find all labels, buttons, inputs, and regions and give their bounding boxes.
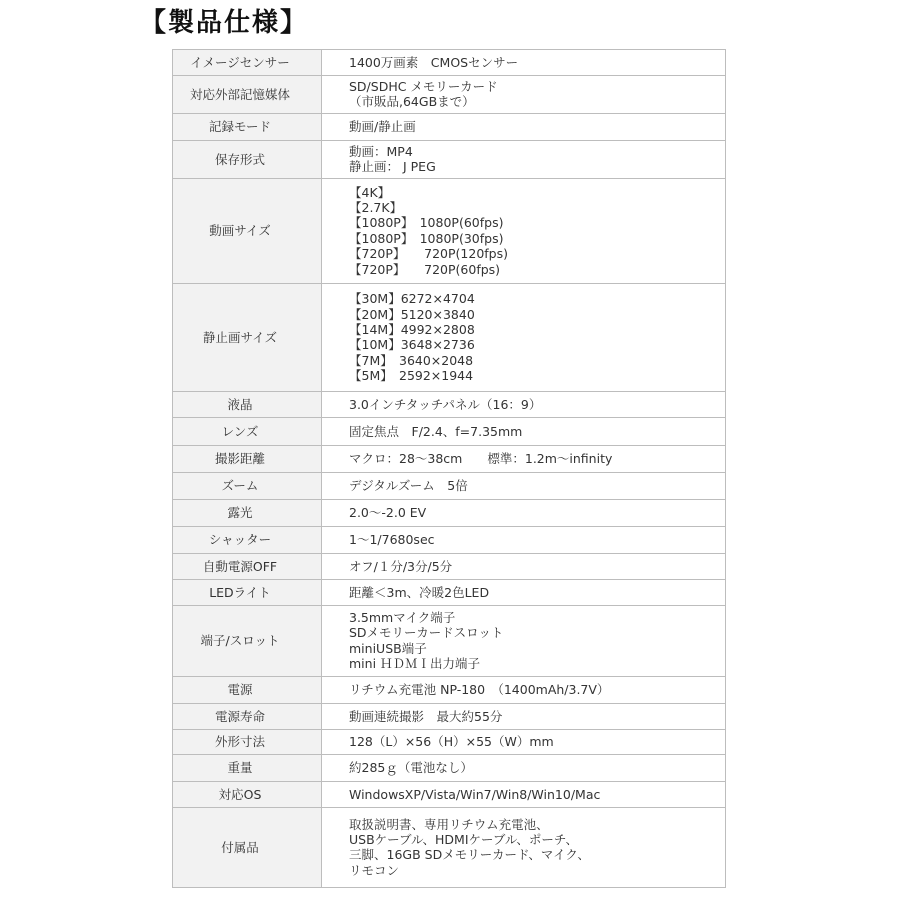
spec-value <box>322 178 726 283</box>
spec-row <box>173 445 726 472</box>
spec-value-line: （市販品,64GBまで） <box>349 94 475 110</box>
spec-row <box>173 417 726 445</box>
spec-value <box>322 499 726 526</box>
spec-table-body <box>173 50 726 888</box>
spec-value <box>322 472 726 499</box>
spec-value-line: 1〜1/7680sec <box>349 532 435 548</box>
spec-value <box>322 417 726 445</box>
spec-label: 自動電源OFF <box>173 553 322 579</box>
spec-value-line: マクロ：28〜38cm 標準：1.2m〜infinity <box>349 451 613 467</box>
spec-value-line: 【4K】 <box>349 184 391 200</box>
spec-value <box>322 553 726 579</box>
spec-row <box>173 472 726 499</box>
spec-value-line: USBケーブル、HDMIケーブル、ポーチ、 <box>349 831 579 847</box>
spec-label: LEDライト <box>173 579 322 605</box>
spec-label: 撮影距離 <box>173 445 322 472</box>
spec-value-line: 3.5mmマイク端子 <box>349 610 456 625</box>
spec-value-line: 【5M】 2592×1944 <box>349 368 474 384</box>
spec-row <box>173 178 726 283</box>
spec-row <box>173 499 726 526</box>
spec-value-line: 取扱説明書、専用リチウム充電池、 <box>349 816 549 832</box>
spec-label: 液晶 <box>173 391 322 417</box>
spec-row <box>173 140 726 178</box>
spec-value-line: mini ＨＤＭＩ出力端子 <box>349 656 481 672</box>
spec-value-line: miniUSB端子 <box>349 640 427 656</box>
spec-value-line: 3.0インチタッチパネル（16：9） <box>349 396 542 412</box>
spec-value <box>322 283 726 391</box>
spec-value <box>322 754 726 781</box>
spec-value-line: SD/SDHC メモリーカード <box>349 79 498 94</box>
spec-value-line: 【720P】 720P(60fps) <box>349 261 501 277</box>
spec-label: 露光 <box>173 499 322 526</box>
spec-row <box>173 526 726 553</box>
spec-row <box>173 391 726 417</box>
spec-label: 対応OS <box>173 781 322 807</box>
spec-value-line: 1400万画素 CMOSセンサー <box>349 54 519 70</box>
spec-label: 電源 <box>173 676 322 703</box>
spec-label: レンズ <box>173 417 322 445</box>
spec-label: イメージセンサー <box>173 50 322 76</box>
spec-value <box>322 605 726 676</box>
spec-value-line: SDメモリーカードスロット <box>349 625 504 641</box>
spec-value-line: 【1080P】 1080P(30fps) <box>349 230 504 246</box>
spec-row <box>173 676 726 703</box>
spec-label: 付属品 <box>173 807 322 887</box>
spec-label: 電源寿命 <box>173 703 322 729</box>
spec-value <box>322 140 726 178</box>
spec-label: 外形寸法 <box>173 729 322 754</box>
spec-value-line: 【14M】4992×2808 <box>349 321 475 337</box>
spec-row <box>173 807 726 887</box>
spec-value <box>322 676 726 703</box>
spec-table <box>172 49 726 888</box>
spec-value-line: 【10M】3648×2736 <box>349 337 475 353</box>
spec-value-line: 【30M】6272×4704 <box>349 291 475 307</box>
spec-label: 動画サイズ <box>173 178 322 283</box>
spec-row <box>173 754 726 781</box>
spec-label: 対応外部記憶媒体 <box>173 76 322 114</box>
spec-value-line: 【7M】 3640×2048 <box>349 352 474 368</box>
spec-value-line: 動画連続撮影 最大約55分 <box>349 708 503 724</box>
spec-value-line: 動画：MP4 <box>349 143 413 159</box>
spec-label: 記録モード <box>173 113 322 140</box>
spec-value-line: 【2.7K】 <box>349 200 403 215</box>
spec-row <box>173 553 726 579</box>
spec-value-line: 2.0〜-2.0 EV <box>349 505 427 521</box>
spec-value-line: WindowsXP/Vista/Win7/Win8/Win10/Mac <box>349 786 601 802</box>
spec-value-line: 【720P】 720P(120fps) <box>349 246 509 262</box>
spec-row <box>173 283 726 391</box>
spec-row <box>173 605 726 676</box>
spec-value-line: 約285ｇ（電池なし） <box>349 760 473 776</box>
spec-value-line: デジタルズーム 5倍 <box>349 478 468 494</box>
spec-label: 重量 <box>173 754 322 781</box>
spec-value <box>322 526 726 553</box>
spec-value-line: 固定焦点 F/2.4、f=7.35mm <box>349 423 523 439</box>
spec-row <box>173 781 726 807</box>
spec-label: 静止画サイズ <box>173 283 322 391</box>
spec-value <box>322 50 726 76</box>
spec-row <box>173 729 726 754</box>
spec-value-line: 【1080P】 1080P(60fps) <box>349 215 504 231</box>
spec-label: ズーム <box>173 472 322 499</box>
spec-value <box>322 729 726 754</box>
spec-value <box>322 76 726 114</box>
spec-value-line: 三脚、16GB SDメモリーカード、マイク、 <box>349 847 590 863</box>
spec-value-line: リチウム充電池 NP-180 （1400mAh/3.7V） <box>349 682 610 698</box>
spec-value-line: 動画/静止画 <box>349 119 416 135</box>
spec-label: 端子/スロット <box>173 605 322 676</box>
page-title: 【製品仕様】 <box>140 8 309 38</box>
spec-value-line: 【20M】5120×3840 <box>349 306 475 322</box>
spec-row <box>173 50 726 76</box>
spec-row <box>173 703 726 729</box>
spec-value <box>322 445 726 472</box>
spec-row <box>173 76 726 114</box>
spec-value-line: 静止画： J PEG <box>349 159 436 175</box>
spec-label: シャッター <box>173 526 322 553</box>
spec-value-line: 128（L）×56（H）×55（W）mm <box>349 734 554 750</box>
spec-row <box>173 579 726 605</box>
spec-value-line: 距離＜3m、冷暖2色LED <box>349 584 490 600</box>
spec-label: 保存形式 <box>173 140 322 178</box>
spec-row <box>173 113 726 140</box>
spec-value-line: オフ/１分/3分/5分 <box>349 558 453 574</box>
spec-value-line: リモコン <box>349 862 400 878</box>
spec-value <box>322 807 726 887</box>
spec-value <box>322 113 726 140</box>
spec-value <box>322 781 726 807</box>
spec-value <box>322 579 726 605</box>
spec-value <box>322 391 726 417</box>
spec-value <box>322 703 726 729</box>
